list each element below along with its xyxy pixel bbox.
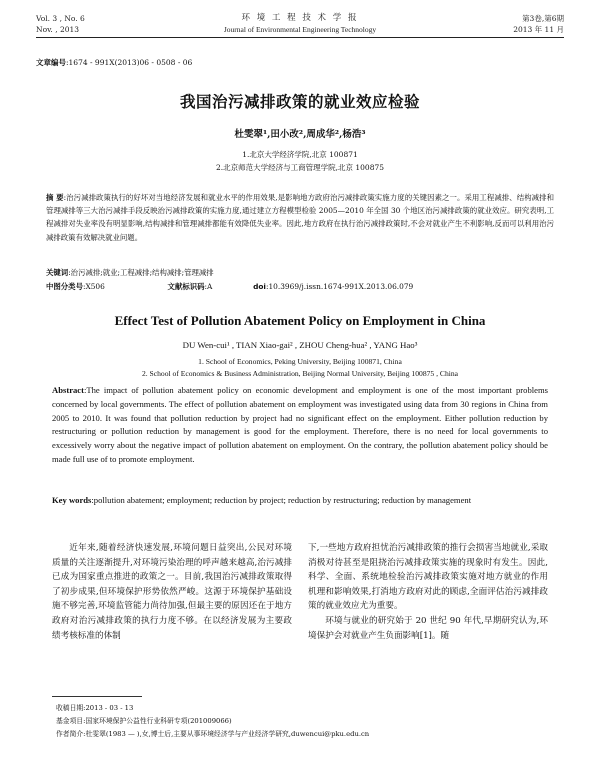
journal-name-en: Journal of Environmental Engineering Technology [223, 25, 377, 34]
article-id [36, 57, 192, 68]
clc-value: :X506 [82, 282, 105, 291]
affiliation-cn-2: 2.北京师范大学经济与工商管理学院,北京 100875 [215, 163, 385, 172]
doc-code-label: 文献标识码 [167, 282, 205, 291]
abstract-cn-label: 摘 要 [46, 193, 64, 202]
footnote-received: 收稿日期:2013 - 03 - 13 [56, 704, 134, 712]
header-rule [36, 37, 564, 38]
header-volume-en: Vol. 3 , No. 6 [36, 14, 85, 23]
affiliation-cn-1: 1.北京大学经济学院,北京 100871 [242, 150, 358, 159]
journal-name-cn: 环 境 工 程 技 术 学 报 [241, 13, 359, 23]
keywords-cn-text: :治污减排;就业;工程减排;结构减排;管理减排 [68, 268, 214, 277]
abstract-en-text: :The impact of pollution abatement policy on economic development and employment is one of the most important problems concerned by local governments. The effect of pollution abatement on employment was investigated using data from 30 regions in China from 2005 to 2010. It was found that pollution reduction by project had no significant effect on the employment. Either pollution reduction by restructuring or pollution reduction by management is good for the employment. Therefore, there is no need for local governments to excessively worry about the negative impact of pollution abatement on employment. On the contrary, the pollution abatement policy should be made full use of to promote employment. [52, 385, 548, 464]
title-en: Effect Test of Pollution Abatement Policy on Employment in China [114, 313, 486, 328]
clc-label: 中图分类号 [46, 282, 83, 291]
body-paragraph-1-cont: 下,一些地方政府担忧治污减排政策的推行会损害当地就业,采取消极对待甚至是阻挠治污减排政策实施的现象时有发生。因此,科学、全面、系统地检验治污减排政策实施对地方就业的作用机理和影响效果,打消地方政府对此的顾虑,全面评估治污减排政策的就业效应尤为重要。 [308, 543, 548, 612]
header-date-cn: 2013 年 11 月 [513, 25, 564, 34]
doc-code-value: :A [204, 282, 213, 291]
doi-label: doi [253, 282, 266, 291]
affiliation-en-2: 2. School of Economics & Business Administration, Beijing Normal University, Beijing 100875 , China [141, 369, 459, 378]
keywords-en-label: Key words [52, 495, 92, 505]
footnote-rule [52, 696, 142, 697]
footnote-author: 作者简介:杜雯翠(1983 — ),女,博士后,主要从事环境经济学与产业经济学研究,duwencui@pku.edu.cn [56, 730, 370, 738]
body-paragraph-1: 近年来,随着经济快速发展,环境问题日益突出,公民对环境质量的关注逐渐提升,对环境污染治理的呼声越来越高,治污减排已成为国家重点推进的政策之一。目前,我国治污减排政策取得了初步成果,但环境保护形势依然严峻。这源于环境保护基础设施不够完善,环境监管能力尚待加强,但最主要的原因还在于地方政府对治污减排政策的执行力度不够。在以经济发展为主要政绩考核标准的体制 [52, 543, 292, 641]
footnote-fund: 基金项目:国家环境保护公益性行业科研专项(201009066) [56, 717, 232, 725]
abstract-en-label: Abstract [52, 385, 84, 395]
affiliation-en-1: 1. School of Economics, Peking University, Beijing 100871, China [198, 357, 402, 366]
doi-value: :10.3969/j.issn.1674-991X.2013.06.079 [265, 282, 414, 291]
header-volume-cn: 第3卷,第6期 [522, 14, 564, 23]
keywords-en-text: :pollution abatement; employment; reduction by project; reduction by restructuring; reduction by management [91, 495, 472, 505]
abstract-en [52, 384, 548, 467]
body-column-right [308, 541, 548, 643]
article-id-value: :1674 - 991X(2013)06 - 0508 - 06 [66, 58, 193, 67]
keywords-cn-label: 关键词 [46, 268, 69, 277]
keywords-en [52, 494, 548, 508]
abstract-cn [46, 191, 554, 244]
header-date-en: Nov. , 2013 [36, 25, 80, 34]
body-paragraph-2: 环境与就业的研究始于 20 世纪 90 年代,早期研究认为,环境保护会对就业产生负面影响[1]。随 [308, 615, 548, 641]
body-column-left [52, 541, 292, 643]
classification-cn [46, 280, 554, 293]
article-id-label: 文章编号 [36, 58, 66, 67]
keywords-cn [46, 266, 554, 279]
title-cn: 我国治污减排政策的就业效应检验 [179, 93, 420, 111]
authors-cn: 杜雯翠¹,田小改²,周成华²,杨浩³ [234, 129, 366, 140]
abstract-cn-text: :治污减排政策执行的好坏对当地经济发展和就业水平的作用效果,是影响地方政府治污减排政策实施力度的关键因素之一。采用工程减排、结构减排和管理减排等三大治污减排手段反映治污减排政策的实施力度,通过建立方程模型检验 2005—2010 年全国 30 个地区治污减排政策的就业效应。研究表明,工程减排对失业率没有明显影响,结构减排和管理减排都能有效降低失业率。因此,地方政府在执行治污减排政策时,不会对就业产生不利影响,反而可以利用治污减排政策有效解决就业问题。 [46, 193, 554, 242]
authors-en: DU Wen-cui¹ , TIAN Xiao-gai² , ZHOU Cheng-hua² , YANG Hao³ [182, 340, 418, 350]
